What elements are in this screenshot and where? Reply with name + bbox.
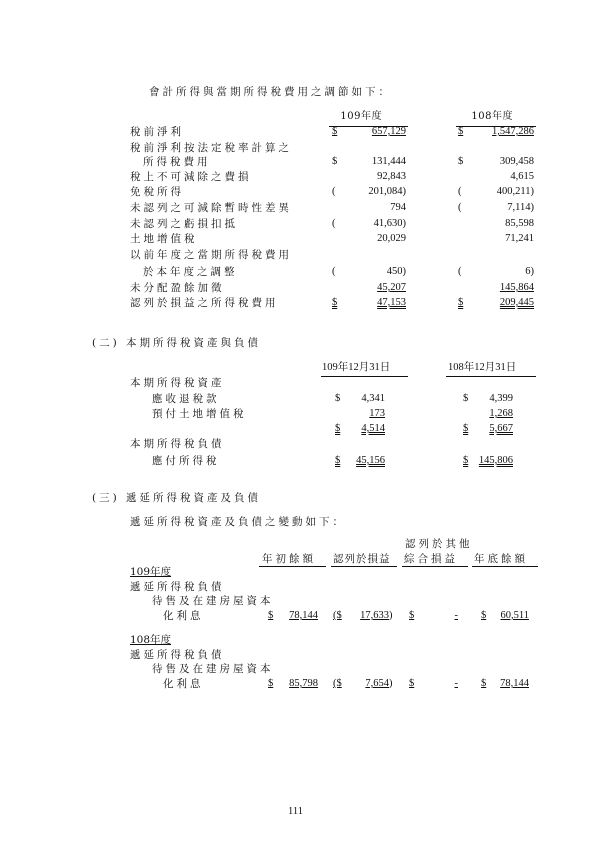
table-row-label: 本期所得稅資產 (130, 377, 225, 389)
table-row-label: 於本年度之調整 (143, 266, 238, 278)
closing-balance-value: 60,511 (500, 610, 529, 621)
deferred-liability-label: 遞延所得稅負債 (130, 649, 225, 661)
table-cell-value: 92,843 (377, 171, 406, 182)
cell-prefix: $ (481, 610, 487, 621)
table-cell-value: 131,444 (371, 156, 406, 167)
opening-balance-value: 78,144 (289, 610, 318, 621)
header-other-comprehensive-top: 認列於其他 (405, 538, 473, 550)
table-cell-prefix: $ (463, 393, 469, 404)
cell-prefix: ($ (333, 678, 342, 689)
col-header-20191231: 108年12月31日 (448, 362, 517, 373)
table-cell-prefix: $ (332, 156, 338, 167)
cell-suffix: ) (389, 678, 393, 689)
table-cell-value: 5,667 (489, 423, 513, 434)
section-3-title: (三) 遞延所得稅資產及負債 (92, 492, 262, 504)
table-cell-value: 400,211) (496, 186, 534, 197)
table-row-label: 未分配盈餘加徵 (130, 282, 225, 294)
table-row-label: 預付土地增值稅 (152, 408, 247, 420)
table-cell-value: 1,547,286 (492, 126, 534, 137)
table-row-label: 應收退稅款 (152, 393, 220, 405)
cell-prefix: ($ (333, 610, 342, 621)
table-cell-prefix: ( (458, 202, 462, 213)
table-cell-prefix: $ (335, 423, 341, 434)
closing-balance-value: 78,144 (500, 678, 529, 689)
table-cell-value: 4,341 (361, 393, 385, 404)
header-recognized-in-pl: 認列於損益 (333, 553, 391, 565)
table-cell-prefix: $ (335, 393, 341, 404)
col-header-20201231: 109年12月31日 (322, 362, 391, 373)
table-cell-value: 1,268 (489, 408, 513, 419)
header-closing-balance: 年底餘額 (474, 553, 528, 565)
table-row-label: 稅前淨利 (130, 126, 184, 138)
recognized-pl-value: 7,654 (365, 678, 389, 689)
cell-suffix: ) (389, 610, 393, 621)
section-3-intro: 遞延所得稅資產及負債之變動如下： (130, 516, 346, 528)
table-cell-value: 41,630) (373, 218, 406, 229)
item-label-cont: 化利息 (163, 610, 204, 622)
table-row-label: 應付所得稅 (152, 455, 220, 467)
table-cell-value: 309,458 (499, 156, 534, 167)
intro-text: 會計所得與當期所得稅費用之調節如下： (149, 86, 392, 98)
comprehensive-value: - (454, 610, 458, 621)
opening-balance-value: 85,798 (289, 678, 318, 689)
header-opening-balance: 年初餘額 (262, 553, 316, 565)
table-cell-value: 201,084) (368, 186, 406, 197)
table-row-label: 所得稅費用 (143, 156, 211, 168)
table-cell-value: 450) (386, 266, 406, 277)
table-cell-prefix: $ (458, 297, 464, 308)
col-header-2020: 109年度 (340, 111, 382, 122)
table-cell-value: 6) (525, 266, 534, 277)
col-header-2019: 108年度 (471, 111, 513, 122)
page-number: 111 (288, 806, 303, 817)
table-row-label: 稅前淨利按法定稅率計算之 (130, 142, 292, 154)
deferred-liability-label: 遞延所得稅負債 (130, 581, 225, 593)
table-cell-prefix: $ (458, 126, 464, 137)
cell-prefix: $ (268, 610, 274, 621)
recognized-pl-value: 17,633 (360, 610, 389, 621)
table-row-label: 未認列之可減除暫時性差異 (130, 202, 292, 214)
table-cell-prefix: ( (458, 186, 462, 197)
cell-prefix: $ (268, 678, 274, 689)
table-row-label: 本期所得稅負債 (130, 438, 225, 450)
table-cell-value: 85,598 (505, 218, 534, 229)
table-cell-prefix: $ (463, 455, 469, 466)
table-cell-prefix: $ (463, 423, 469, 434)
year-heading: 109年度 (130, 566, 172, 578)
table-cell-prefix: $ (332, 297, 338, 308)
table-row-label: 認列於損益之所得稅費用 (130, 297, 279, 309)
table-cell-value: 794 (390, 202, 406, 213)
header-comprehensive-income: 綜合損益 (404, 553, 458, 565)
table-cell-prefix: $ (335, 455, 341, 466)
table-row-label: 免稅所得 (130, 186, 184, 198)
year-heading: 108年度 (130, 634, 172, 646)
item-label: 待售及在建房屋資本 (152, 595, 274, 607)
cell-prefix: $ (409, 678, 415, 689)
table-cell-prefix: ( (332, 186, 336, 197)
comprehensive-value: - (454, 678, 458, 689)
table-cell-value: 45,156 (356, 455, 385, 466)
table-cell-value: 71,241 (505, 233, 534, 244)
table-row-label: 稅上不可減除之費損 (130, 171, 252, 183)
table-cell-prefix: $ (332, 126, 338, 137)
table-cell-value: 47,153 (377, 297, 406, 308)
table-cell-value: 209,445 (499, 297, 534, 308)
table-row-label: 土地增值稅 (130, 233, 198, 245)
table-cell-value: 20,029 (377, 233, 406, 244)
table-cell-value: 657,129 (371, 126, 406, 137)
table-cell-value: 145,864 (499, 282, 534, 293)
table-cell-prefix: ( (458, 266, 462, 277)
item-label-cont: 化利息 (163, 678, 204, 690)
cell-prefix: $ (409, 610, 415, 621)
table-row-label: 未認列之虧損扣抵 (130, 218, 238, 230)
table-row-label: 以前年度之當期所得稅費用 (130, 249, 292, 261)
table-cell-value: 4,514 (361, 423, 385, 434)
cell-prefix: $ (481, 678, 487, 689)
table-cell-prefix: ( (332, 218, 336, 229)
table-cell-value: 4,399 (489, 393, 513, 404)
section-2-title: (二) 本期所得稅資產與負債 (92, 337, 262, 349)
item-label: 待售及在建房屋資本 (152, 663, 274, 675)
table-cell-value: 173 (369, 408, 385, 419)
table-cell-value: 7,114) (507, 202, 534, 213)
table-cell-prefix: $ (458, 156, 464, 167)
table-cell-prefix: ( (332, 266, 336, 277)
table-cell-value: 145,806 (478, 455, 513, 466)
table-cell-value: 4,615 (510, 171, 534, 182)
table-cell-value: 45,207 (377, 282, 406, 293)
